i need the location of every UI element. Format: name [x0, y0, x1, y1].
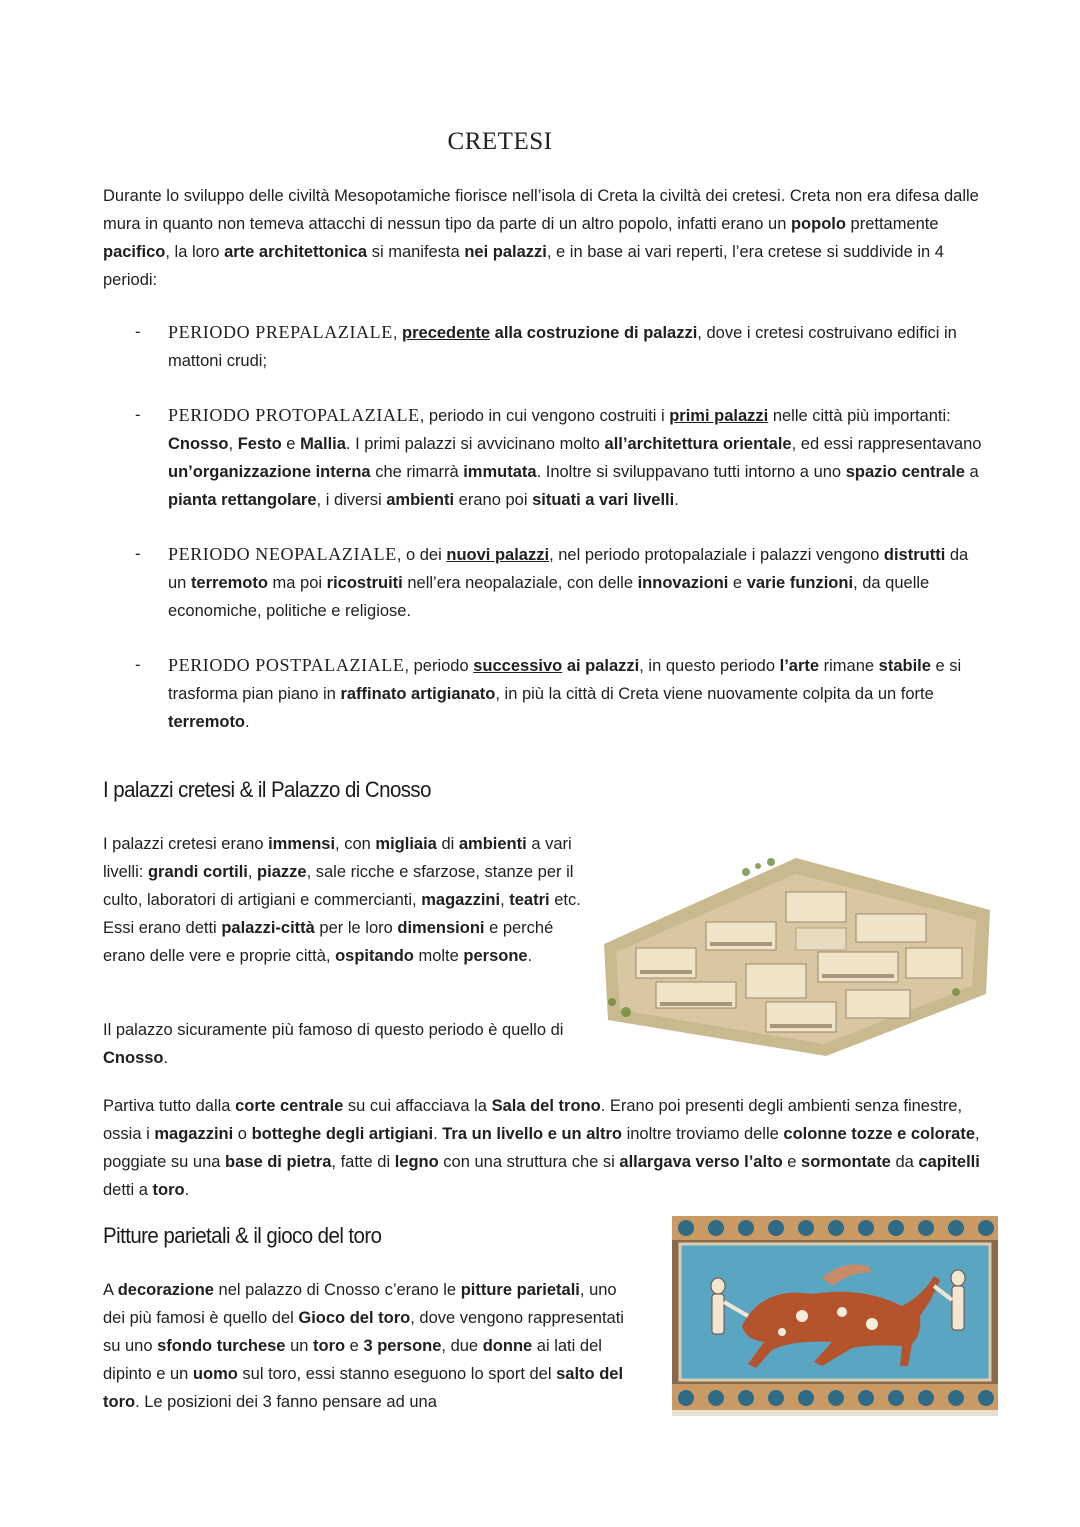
- list-dash: -: [135, 545, 141, 563]
- period-item-postpalaziale: [103, 651, 983, 736]
- period-item-prepalaziale: [103, 318, 983, 375]
- section-heading-pitture: Pitture parietali & il gioco del toro: [103, 1223, 382, 1248]
- text-run: erano poi: [454, 491, 533, 509]
- text-run: inoltre troviamo delle: [621, 1125, 784, 1143]
- text-run: di: [436, 835, 459, 853]
- text-run: magazzini: [154, 1125, 234, 1143]
- text-run: , da quelle economiche, politiche e religiose.: [168, 574, 930, 620]
- text-run: situati a vari livelli: [532, 491, 675, 509]
- text-run: da un: [168, 546, 969, 592]
- text-run: e: [782, 1153, 802, 1171]
- text-run: teatri: [509, 891, 550, 909]
- intro-paragraph: [103, 182, 983, 294]
- bull-leaping-fresco: [672, 1216, 998, 1416]
- text-run: innovazioni: [637, 574, 729, 592]
- text-run: palazzi-città: [221, 919, 315, 937]
- text-run: sul toro, essi stanno eseguono lo sport del: [237, 1365, 557, 1383]
- text-run: all’architettura orientale: [604, 435, 792, 453]
- text-run: pitture parietali: [460, 1281, 580, 1299]
- text-run: nuovi palazzi: [446, 546, 550, 564]
- text-run: botteghe degli artigiani: [251, 1125, 434, 1143]
- text-run: uomo: [192, 1365, 238, 1383]
- text-run: grandi cortili: [147, 863, 248, 881]
- text-run: sfondo turchese: [157, 1337, 286, 1355]
- period-list: [103, 318, 983, 762]
- text-run: magazzini: [421, 891, 501, 909]
- text-run: con una struttura che si: [438, 1153, 620, 1171]
- text-run: .: [674, 491, 679, 509]
- text-run: spazio centrale: [845, 463, 965, 481]
- text-run: , in questo periodo: [639, 657, 780, 675]
- text-run: nelle città più importanti:: [768, 407, 951, 425]
- text-run: legno: [394, 1153, 439, 1171]
- text-run: nei palazzi: [464, 243, 547, 261]
- text-run: prettamente: [845, 215, 939, 233]
- text-run: che rimarrà: [370, 463, 464, 481]
- list-dash: -: [135, 323, 141, 341]
- text-run: popolo: [790, 215, 846, 233]
- text-run: ,: [247, 863, 258, 881]
- text-run: dimensioni: [397, 919, 485, 937]
- text-run: e perché erano delle vere e proprie città,: [103, 919, 554, 965]
- text-run: sormontate: [801, 1153, 891, 1171]
- corte-paragraph: [103, 1092, 983, 1204]
- text-run: nel palazzo di Cnosso c’erano le: [213, 1281, 461, 1299]
- text-run: , ed essi rappresentavano: [791, 435, 982, 453]
- knossos-palace-illustration: [596, 852, 994, 1058]
- text-run: A: [103, 1281, 118, 1299]
- text-run: .: [184, 1181, 190, 1199]
- text-run: varie funzioni: [746, 574, 854, 592]
- text-run: , la loro: [165, 243, 225, 261]
- text-run: un: [285, 1337, 314, 1355]
- text-run: piazze: [257, 863, 307, 881]
- text-run: 3 persone: [363, 1337, 442, 1355]
- text-run: si manifesta: [367, 243, 465, 261]
- text-run: migliaia: [375, 835, 437, 853]
- text-run: persone: [463, 947, 528, 965]
- text-run: . Erano poi presenti degli ambienti senza finestre, ossia i: [103, 1097, 963, 1143]
- text-run: alla costruzione di palazzi: [490, 324, 698, 342]
- text-run: e: [345, 1337, 364, 1355]
- text-run: Mallia: [300, 435, 346, 453]
- text-run: , con: [335, 835, 376, 853]
- text-run: stabile: [878, 657, 931, 675]
- text-run: decorazione: [117, 1281, 214, 1299]
- text-run: , sale ricche e sfarzose, stanze per il culto, laboratori di artigiani e commercianti,: [103, 863, 574, 909]
- fresco-paragraph: [103, 1276, 643, 1416]
- text-run: , dove i cretesi costruivano edifici in mattoni crudi;: [168, 324, 957, 370]
- text-run: Durante lo sviluppo delle civiltà Mesopotamiche fiorisce nell’isola di Creta la civiltà dei cretesi. Creta non era difesa dalle mura in quanto non temeva attacchi di nessun tipo da parte di un altro popolo, infatti erano un: [103, 187, 979, 233]
- text-run: arte architettonica: [224, 243, 368, 261]
- period-item-protopalaziale: [103, 401, 983, 514]
- text-run: molte: [413, 947, 464, 965]
- text-run: Il palazzo sicuramente più famoso di questo periodo è quello di: [103, 1021, 564, 1039]
- text-run: Gioco del toro: [298, 1309, 411, 1327]
- list-dash: -: [135, 406, 141, 424]
- text-run: ricostruiti: [326, 574, 403, 592]
- text-run: Tra un livello e un altro: [442, 1125, 622, 1143]
- text-run: ambienti: [386, 491, 455, 509]
- text-run: donne: [482, 1337, 533, 1355]
- list-dash: -: [135, 656, 141, 674]
- text-run: colonne tozze e colorate: [783, 1125, 976, 1143]
- text-run: , o dei: [396, 546, 447, 564]
- text-run: .: [527, 947, 533, 965]
- text-run: precedente: [402, 324, 491, 342]
- text-run: per le loro: [314, 919, 398, 937]
- text-run: , nel periodo protopalaziale i palazzi vengono: [549, 546, 884, 564]
- period-name: PERIODO PREPALAZIALE: [168, 322, 393, 342]
- text-run: su cui affacciava la: [343, 1097, 492, 1115]
- text-run: ,: [392, 324, 403, 342]
- text-run: Cnosso: [168, 435, 229, 453]
- text-run: . I primi palazzi si avvicinano molto: [345, 435, 605, 453]
- text-run: da: [890, 1153, 919, 1171]
- text-run: , in più la città di Creta viene nuovamente colpita da un forte: [495, 685, 934, 703]
- text-run: terremoto: [190, 574, 268, 592]
- text-run: . Inoltre si sviluppavano tutti intorno a uno: [536, 463, 846, 481]
- text-run: allargava verso l’alto: [619, 1153, 783, 1171]
- text-run: corte centrale: [235, 1097, 344, 1115]
- text-run: Partiva tutto dalla: [103, 1097, 236, 1115]
- text-run: e si trasforma pian piano in: [168, 657, 962, 703]
- text-run: base di pietra: [225, 1153, 332, 1171]
- text-run: a: [964, 463, 979, 481]
- cnosso-paragraph: [103, 1016, 573, 1072]
- palazzi-paragraph: [103, 830, 583, 970]
- text-run: terremoto: [168, 713, 246, 731]
- period-name: PERIODO POSTPALAZIALE: [168, 655, 405, 675]
- text-run: Festo: [237, 435, 282, 453]
- text-run: I palazzi cretesi erano: [103, 835, 269, 853]
- text-run: pianta rettangolare: [168, 491, 317, 509]
- text-run: , uno dei più famosi è quello del: [103, 1281, 617, 1327]
- text-run: toro: [313, 1337, 346, 1355]
- text-run: successivo: [473, 657, 563, 675]
- text-run: immutata: [463, 463, 537, 481]
- text-run: . Le posizioni dei 3 fanno pensare ad una: [135, 1393, 437, 1411]
- period-name: PERIODO PROTOPALAZIALE: [168, 405, 420, 425]
- period-item-neopalaziale: [103, 540, 983, 625]
- text-run: rimane: [819, 657, 879, 675]
- text-run: e: [281, 435, 301, 453]
- text-run: e: [728, 574, 747, 592]
- text-run: ,: [228, 435, 238, 453]
- period-name: PERIODO NEOPALAZIALE: [168, 544, 397, 564]
- text-run: nell’era neopalaziale, con delle: [402, 574, 638, 592]
- text-run: .: [245, 713, 250, 731]
- text-run: etc. Essi erano detti: [103, 891, 581, 937]
- text-run: un’organizzazione interna: [168, 463, 371, 481]
- text-run: toro: [152, 1181, 185, 1199]
- text-run: ai palazzi: [562, 657, 640, 675]
- text-run: ma poi: [267, 574, 327, 592]
- text-run: a vari livelli:: [103, 835, 572, 881]
- text-run: detti a: [103, 1181, 153, 1199]
- text-run: l’arte: [779, 657, 820, 675]
- text-run: , periodo in cui vengono costruiti i: [419, 407, 670, 425]
- text-run: salto del toro: [103, 1365, 624, 1411]
- text-run: , dove vengono rappresentati su uno: [103, 1309, 624, 1355]
- text-run: capitelli: [918, 1153, 980, 1171]
- text-run: , fatte di: [331, 1153, 395, 1171]
- text-run: distrutti: [883, 546, 946, 564]
- text-run: Sala del trono: [491, 1097, 601, 1115]
- text-run: Cnosso: [103, 1049, 164, 1067]
- section-heading-palazzi: I palazzi cretesi & il Palazzo di Cnosso: [103, 777, 431, 802]
- page-title: CRETESI: [447, 128, 553, 155]
- text-run: ,: [500, 891, 510, 909]
- text-run: raffinato artigianato: [340, 685, 496, 703]
- text-run: , i diversi: [316, 491, 387, 509]
- text-run: o: [233, 1125, 252, 1143]
- text-run: ambienti: [458, 835, 527, 853]
- text-run: immensi: [268, 835, 336, 853]
- text-run: .: [163, 1049, 169, 1067]
- text-run: , poggiate su una: [103, 1125, 980, 1171]
- text-run: primi palazzi: [669, 407, 769, 425]
- text-run: , e in base ai vari reperti, l’era cretese si suddivide in 4 periodi:: [103, 243, 944, 289]
- text-run: , periodo: [404, 657, 474, 675]
- text-run: .: [433, 1125, 443, 1143]
- text-run: ai lati del dipinto e un: [103, 1337, 602, 1383]
- text-run: , due: [441, 1337, 483, 1355]
- text-run: ospitando: [335, 947, 414, 965]
- text-run: pacifico: [103, 243, 166, 261]
